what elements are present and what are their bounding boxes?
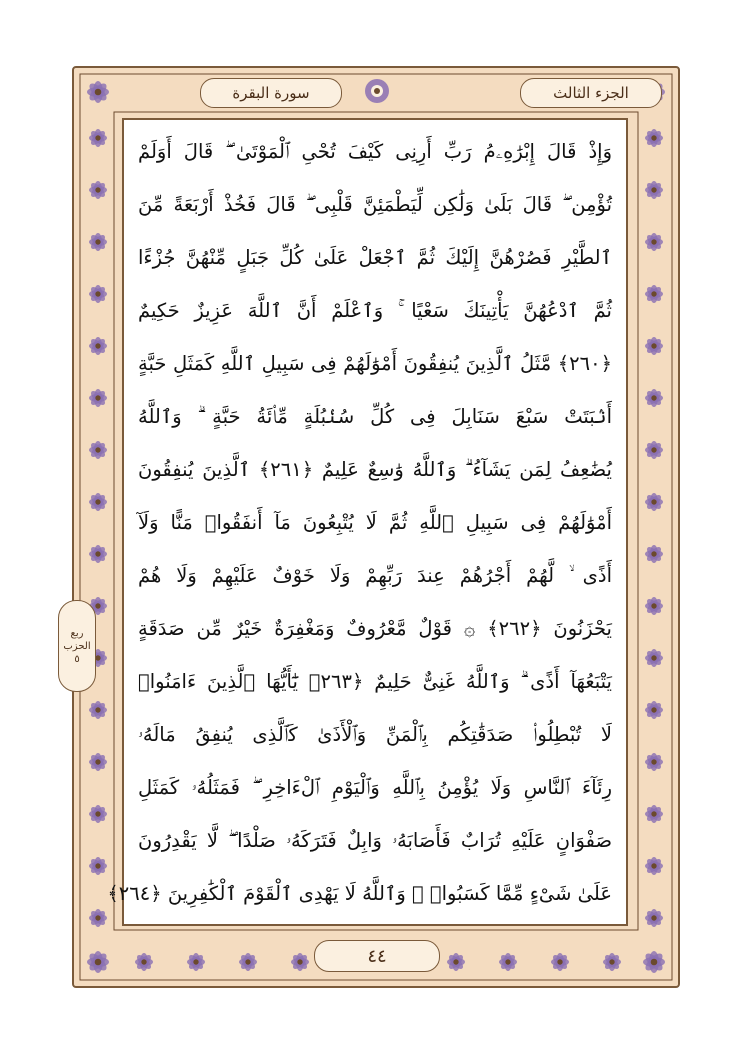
flower-ornament-icon: [499, 953, 517, 971]
flower-ornament-icon: [89, 389, 107, 407]
text-panel: [107, 118, 628, 926]
ornamental-frame: [72, 66, 680, 988]
flower-ornament-icon: [645, 857, 663, 875]
flower-ornament-icon: [89, 181, 107, 199]
verse-line: ٱلطَّيْرِ فَصُرْهُنَّ إِلَيْكَ ثُمَّ ٱجْعَلْ عَلَىٰ كُلِّ جَبَلٍ مِّنْهُنَّ جُزْءًا: [138, 246, 612, 269]
flower-ornament-icon: [645, 181, 663, 199]
flower-ornament-icon: [643, 951, 666, 974]
juz-label: الجزء الثالث: [520, 78, 662, 108]
verse-line: يَتْبَعُهَآ أَذًى ۗ وَٱللَّهُ غَنِىٌّ حَلِيمٌ ﴿٢٦٣﴾ يَٰٓأَيُّهَا ٱلَّذِينَ ءَامَنُوا۟: [138, 670, 612, 693]
verse-line: يُضَٰعِفُ لِمَن يَشَآءُ ۗ وَٱللَّهُ وَٰسِعٌ عَلِيمٌ ﴿٢٦١﴾ ٱلَّذِينَ يُنفِقُونَ: [138, 458, 612, 481]
flower-ornament-icon: [89, 493, 107, 511]
flower-ornament-icon: [89, 129, 107, 147]
flower-ornament-icon: [645, 805, 663, 823]
flower-ornament-icon: [89, 857, 107, 875]
verse-line: أَمْوَٰلَهُمْ فِى سَبِيلِ ٱللَّهِ ثُمَّ لَا يُتْبِعُونَ مَآ أَنفَقُوا۟ مَنًّا وَلَآ: [138, 511, 612, 534]
flower-ornament-icon: [135, 953, 153, 971]
flower-ornament-icon: [645, 597, 663, 615]
hizb-quarter-label: ربع: [70, 627, 84, 639]
verse-line: أَذًى ۙ لَّهُمْ أَجْرُهُمْ عِندَ رَبِّهِمْ وَلَا خَوْفٌ عَلَيْهِمْ وَلَا هُمْ: [138, 564, 612, 587]
flower-icon: [362, 76, 392, 106]
flower-ornament-icon: [187, 953, 205, 971]
hizb-marker: [58, 600, 96, 692]
flower-ornament-icon: [89, 805, 107, 823]
hizb-label: الحزب: [63, 640, 91, 652]
verse-line: يَحْزَنُونَ ﴿٢٦٢﴾ ۞ قَوْلٌ مَّعْرُوفٌ وَمَغْفِرَةٌ خَيْرٌ مِّن صَدَقَةٍ: [138, 617, 612, 640]
verse-line: رِئَآءَ ٱلنَّاسِ وَلَا يُؤْمِنُ بِٱللَّهِ وَٱلْيَوْمِ ٱلْءَاخِرِ ۖ فَمَثَلُهُۥ كَمَثَلِ: [138, 776, 612, 799]
verse-line: صَفْوَانٍ عَلَيْهِ تُرَابٌ فَأَصَابَهُۥ وَابِلٌ فَتَرَكَهُۥ صَلْدًا ۖ لَّا يَقْدِرُونَ: [138, 829, 612, 852]
flower-ornament-icon: [645, 337, 663, 355]
flower-ornament-icon: [89, 909, 107, 927]
verse-line: عَلَىٰ شَىْءٍ مِّمَّا كَسَبُوا۟ ۗ وَٱللَّهُ لَا يَهْدِى ٱلْقَوْمَ ٱلْكَٰفِرِينَ ﴿٢٦٤﴾: [107, 882, 612, 905]
flower-ornament-icon: [645, 701, 663, 719]
flower-ornament-icon: [89, 701, 107, 719]
flower-ornament-icon: [291, 953, 309, 971]
flower-ornament-icon: [89, 233, 107, 251]
flower-ornament-icon: [87, 951, 110, 974]
page-header: [84, 76, 668, 110]
verse-line: أَنۢبَتَتْ سَبْعَ سَنَابِلَ فِى كُلِّ سُنۢبُلَةٍ مِّا۟ئَةُ حَبَّةٍ ۗ وَٱللَّهُ: [138, 405, 612, 428]
flower-ornament-icon: [645, 129, 663, 147]
verse-line: لَا تُبْطِلُوا۟ صَدَقَٰتِكُم بِٱلْمَنِّ وَٱلْأَذَىٰ كَٱلَّذِى يُنفِقُ مَالَهُۥ: [138, 723, 612, 746]
flower-ornament-icon: [89, 753, 107, 771]
verse-line: وَإِذْ قَالَ إِبْرَٰهِۦمُ رَبِّ أَرِنِى كَيْفَ تُحْىِ ٱلْمَوْتَىٰ ۖ قَالَ أَوَلَمْ: [138, 140, 612, 163]
flower-ornament-icon: [645, 493, 663, 511]
flower-ornament-icon: [89, 441, 107, 459]
flower-ornament-icon: [89, 545, 107, 563]
flower-ornament-icon: [645, 389, 663, 407]
surah-label: سورة البقرة: [200, 78, 342, 108]
hizb-number: ٥: [74, 653, 80, 665]
verse-line: ﴿٢٦٠﴾ مَّثَلُ ٱلَّذِينَ يُنفِقُونَ أَمْوَٰلَهُمْ فِى سَبِيلِ ٱللَّهِ كَمَثَلِ حَبَّةٍ: [138, 352, 612, 375]
flower-ornament-icon: [645, 285, 663, 303]
verse-line: تُؤْمِن ۖ قَالَ بَلَىٰ وَلَٰكِن لِّيَطْمَئِنَّ قَلْبِى ۖ قَالَ فَخُذْ أَرْبَعَةً مِّنَ: [138, 193, 612, 216]
flower-ornament-icon: [645, 233, 663, 251]
flower-ornament-icon: [551, 953, 569, 971]
flower-ornament-icon: [645, 909, 663, 927]
flower-ornament-icon: [645, 441, 663, 459]
flower-ornament-icon: [89, 337, 107, 355]
verse-line: ثُمَّ ٱدْعُهُنَّ يَأْتِينَكَ سَعْيًا ۚ وَٱعْلَمْ أَنَّ ٱللَّهَ عَزِيزٌ حَكِيمٌ: [138, 299, 612, 322]
flower-ornament-icon: [603, 953, 621, 971]
page-number: ٤٤: [314, 940, 440, 972]
flower-ornament-icon: [239, 953, 257, 971]
flower-ornament-icon: [447, 953, 465, 971]
flower-ornament-icon: [645, 753, 663, 771]
flower-ornament-icon: [645, 649, 663, 667]
flower-ornament-icon: [89, 285, 107, 303]
flower-ornament-icon: [645, 545, 663, 563]
